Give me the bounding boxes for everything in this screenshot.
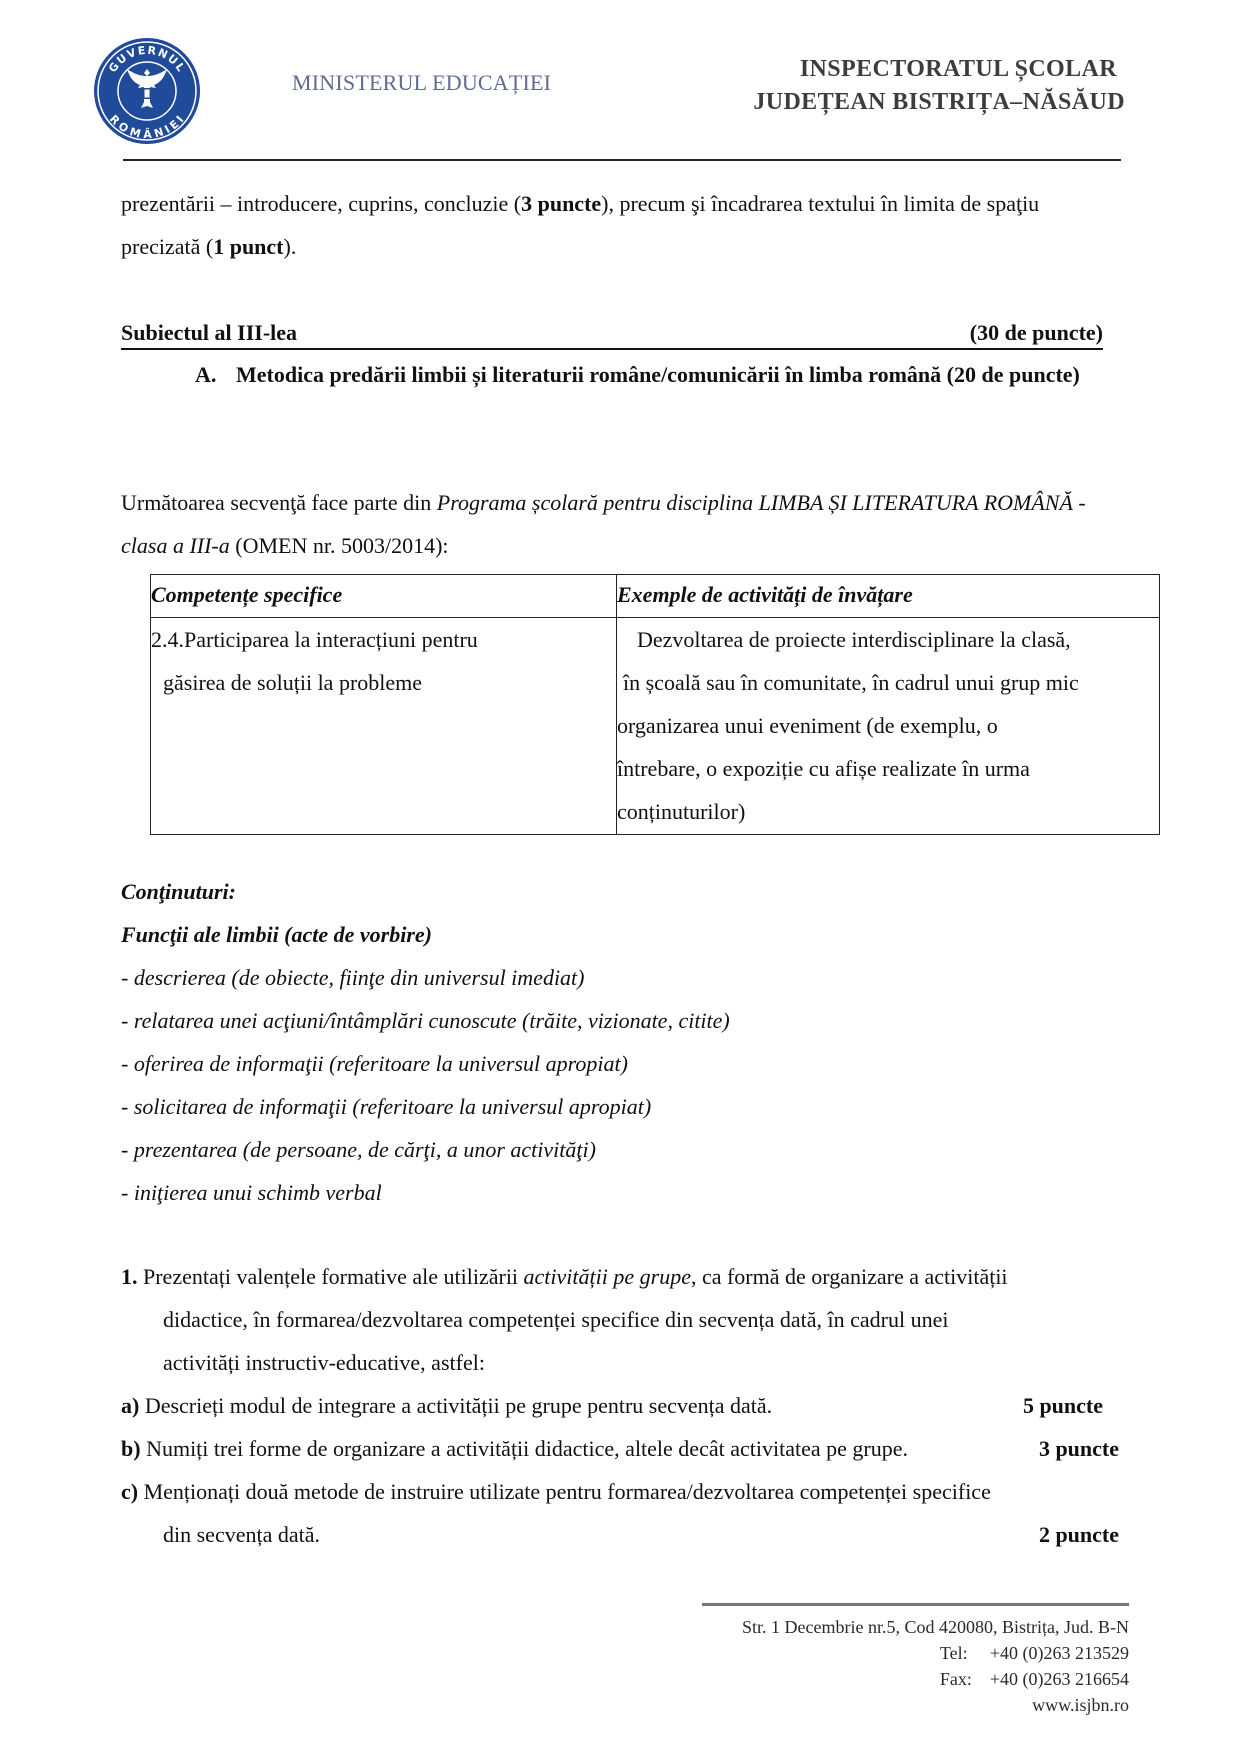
points-label: 5 puncte: [1022, 1393, 1103, 1418]
program-intro: Următoarea secvenţă face parte din Programa școlară pentru disciplina LIMBA ȘI LITERATURA ROMÂNĂ - clasa a III-a (OMEN nr. 5003/2014):: [121, 490, 1086, 558]
activity-cell: Dezvoltarea de proiecte interdisciplinare la clasă, în școală sau în comunitate, în cadrul unui grup mic organizarea unui eveniment (de exemplu, o întrebare, o expoziție cu afișe realizate în urma conținuturilor): [617, 618, 1160, 835]
table-header: Exemple de activități de învățare: [617, 575, 1160, 618]
subject-title: Subiectul al III-lea: [121, 320, 298, 345]
logo-text-top: GUVERNUL: [106, 43, 189, 76]
footer-divider: [702, 1603, 1129, 1606]
list-item: - descrierea (de obiecte, fiinţe din universul imediat): [121, 965, 585, 990]
table-header-row: [151, 575, 1160, 618]
subject-heading: [121, 318, 1103, 350]
question-1a: a) Descrieți modul de integrare a activității pe grupe pentru secvența dată. 5 puncte: [121, 1384, 1103, 1427]
list-item: - relatarea unei acţiuni/întâmplări cunoscute (trăite, vizionate, citite): [121, 1008, 730, 1033]
contents-subtitle: Funcţii ale limbii (acte de vorbire): [121, 922, 433, 947]
inspectorate-name-line1: INSPECTORATUL ȘCOLAR: [799, 56, 1117, 82]
footer-phone: Tel: +40 (0)263 213529: [939, 1643, 1129, 1663]
list-item: - oferirea de informaţii (referitoare la universul apropiat): [121, 1051, 628, 1076]
government-seal-logo: [92, 36, 202, 146]
inspectorate-name-line2: JUDEȚEAN BISTRIȚA–NĂSĂUD: [753, 89, 1125, 115]
question-1b: b) Numiți trei forme de organizare a activității didactice, altele decât activitatea pe grupe. 3 puncte: [121, 1427, 1119, 1470]
list-item: - prezentarea (de persoane, de cărţi, a unor activităţi): [121, 1137, 596, 1162]
contact-footer: [742, 1614, 1129, 1718]
question-1: 1. Prezentați valențele formative ale utilizării activității pe grupe, ca formă de organizare a activității didactice, în formarea/dezvoltarea competenței specifice din secvența dată, în cadrul unei activități instructiv-educative, astfel: a) Descrieți modul de integrare a activității pe grupe pentru secvența dată. 5 puncte b) Numiți trei forme de organizare a activității didactice, altele decât activitatea pe grupe. 3 puncte c) Menționați două metode de instruire utilizate pentru formarea/dezvoltarea competenței specifice din secvența dată. 2 puncte: [121, 1255, 1121, 1556]
table-header: Competențe specifice: [151, 575, 617, 618]
competence-cell: 2.4.Participarea la interacțiuni pentru găsirea de soluții la probleme: [151, 618, 617, 835]
list-item: - solicitarea de informaţii (referitoare la universul apropiat): [121, 1094, 652, 1119]
contents-section: [121, 870, 1121, 1214]
points-label: 2 puncte: [1038, 1522, 1119, 1547]
footer-website[interactable]: www.isjbn.ro: [1032, 1695, 1129, 1715]
section-a-letter: A.: [195, 362, 217, 387]
question-1-statement: 1. Prezentați valențele formative ale utilizării activității pe grupe, ca formă de organizare a activității: [121, 1264, 1008, 1289]
contents-title: Conţinuturi:: [121, 879, 236, 904]
ministry-name: MINISTERUL EDUCAȚIEI: [292, 70, 552, 95]
logo-text-bottom: ROMÂNIEI: [106, 112, 188, 142]
question-1c-line2: din secvența dată. 2 puncte: [121, 1513, 1119, 1556]
points-label: 3 puncte: [1038, 1436, 1119, 1461]
section-a-title: Metodica predării limbii și literaturii române/comunicării în limba română (20 de puncte): [236, 362, 1080, 387]
grading-paragraph: prezentării – introducere, cuprins, concluzie (3 puncte), precum şi încadrarea textului în limita de spaţiu precizată (1 punct).: [121, 191, 1040, 259]
question-1c: c) Menționați două metode de instruire utilizate pentru formarea/dezvoltarea competenței specifice: [121, 1479, 991, 1504]
list-item: - iniţierea unui schimb verbal: [121, 1180, 382, 1205]
table-row: [151, 618, 1160, 835]
footer-address: Str. 1 Decembrie nr.5, Cod 420080, Bistrița, Jud. B-N: [742, 1617, 1129, 1637]
subject-points: (30 de puncte): [969, 320, 1103, 345]
curriculum-table: [150, 574, 1160, 835]
footer-fax: Fax: +40 (0)263 216654: [939, 1669, 1129, 1689]
header-divider: [123, 159, 1121, 161]
